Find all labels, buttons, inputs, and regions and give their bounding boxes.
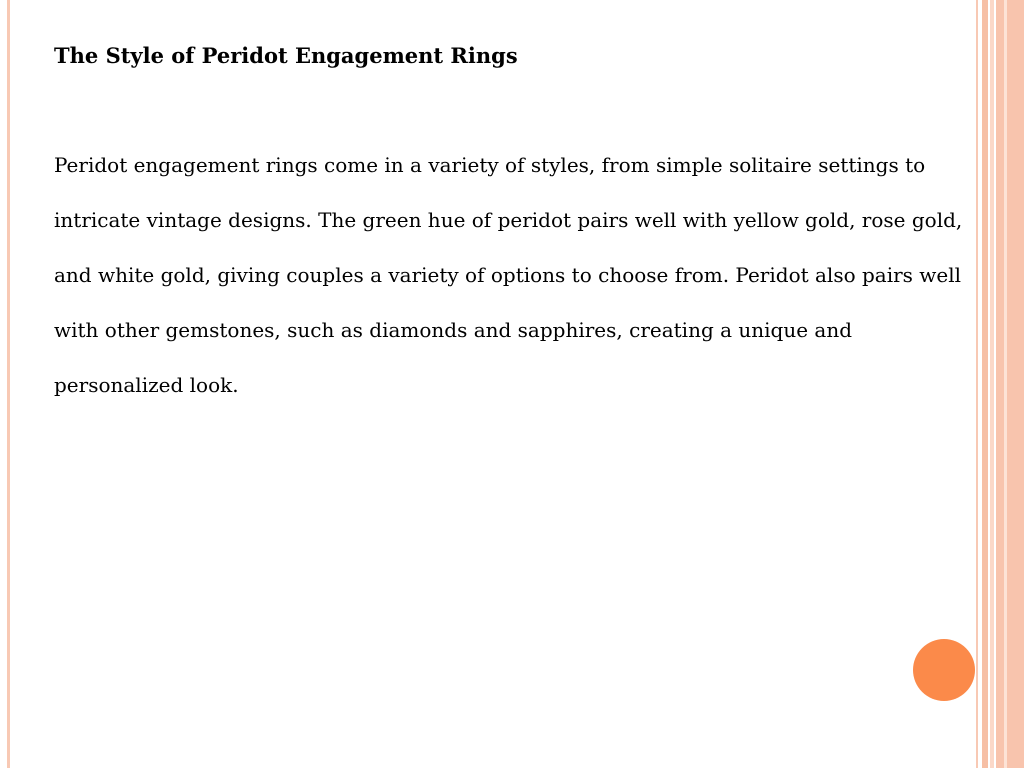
right-decorative-stripe	[1004, 0, 1007, 768]
orange-circle-decoration	[913, 639, 975, 701]
right-decorative-stripe	[996, 0, 1024, 768]
right-decorative-stripe	[982, 0, 988, 768]
right-decorative-stripe	[976, 0, 978, 768]
right-decorative-stripe	[990, 0, 994, 768]
slide-title: The Style of Peridot Engagement Rings	[54, 43, 518, 68]
slide-body-text: Peridot engagement rings come in a variety of styles, from simple solitaire settings to intricate vintage designs. The green hue of peridot pairs well with yellow gold, rose gold, and white gold, giving couples a variety of options to choose from. Peridot also pairs well with other gemstones, such as diamonds and sapphires, creating a unique and personalized look.	[54, 153, 963, 397]
left-border-line	[7, 0, 10, 768]
